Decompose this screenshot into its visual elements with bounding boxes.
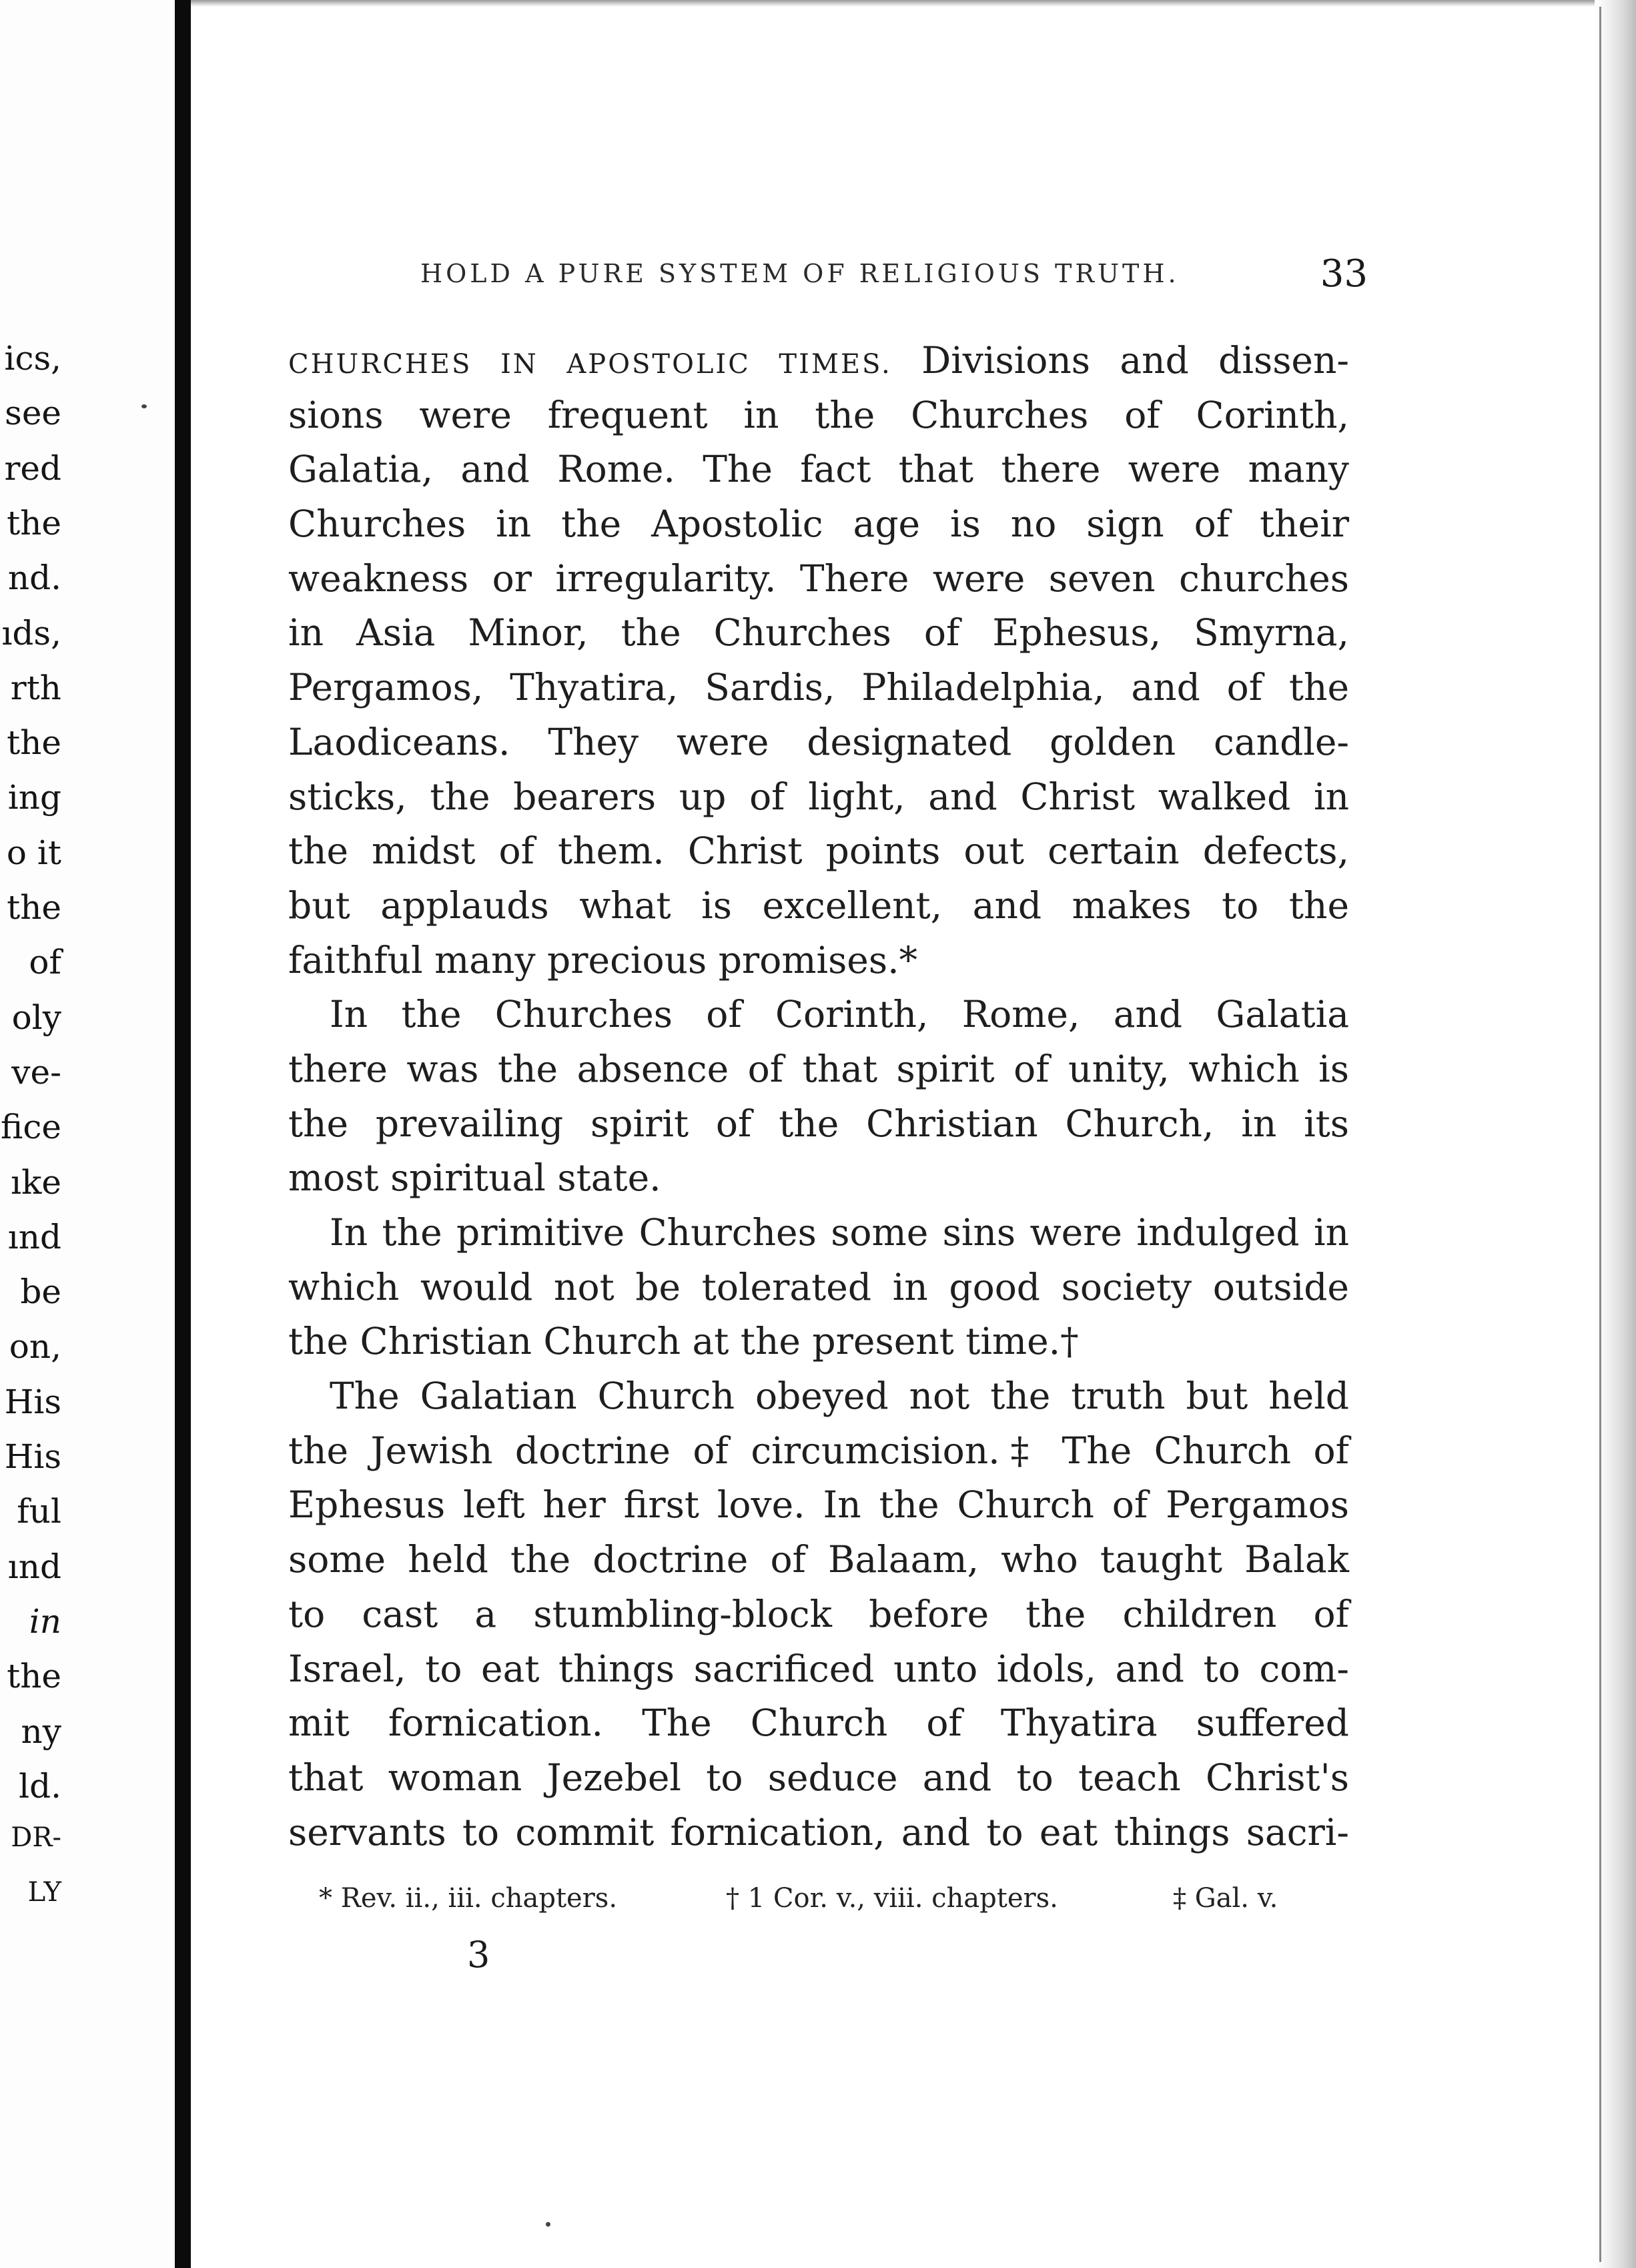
text-line: sticks, the bearers up of light, and Christ walked in: [288, 775, 1349, 818]
text-line: the Christian Church at the present time.†: [288, 1320, 1079, 1363]
facing-page-word: His: [4, 1437, 61, 1476]
facing-page-word: ful: [17, 1492, 61, 1531]
footnote-gal: ‡ Gal. v.: [1173, 1883, 1278, 1914]
facing-page-word: ld.: [19, 1766, 61, 1806]
text-line: Pergamos, Thyatira, Sardis, Philadelphia, and of the: [288, 666, 1349, 709]
ink-speck: [546, 2222, 550, 2227]
facing-page-word: ve-: [11, 1052, 61, 1092]
running-head: [420, 252, 1368, 296]
facing-page-word: ny: [21, 1712, 61, 1751]
text-line: there was the absence of that spirit of unity, which is: [288, 1047, 1349, 1090]
facing-page-word: ıke: [11, 1162, 61, 1202]
facing-page-word: in: [29, 1601, 61, 1641]
facing-page-word: nd.: [7, 558, 61, 598]
text-line: weakness or irregularity. There were seven churches: [288, 556, 1349, 600]
text-line: In the primitive Churches some sins were indulged in: [330, 1211, 1349, 1254]
facing-page-word: rth: [10, 668, 61, 707]
facing-page-word: be: [20, 1272, 61, 1312]
text-line: servants to commit fornication, and to eat things sacri-: [288, 1810, 1349, 1854]
text-line: Laodiceans. They were designated golden candle-: [288, 720, 1349, 763]
body-text: [288, 334, 1349, 1860]
ink-speck: [141, 404, 147, 408]
facing-page-word: LY: [27, 1877, 61, 1908]
text-line: the midst of them. Christ points out certain defects,: [288, 829, 1349, 873]
facing-page-word: red: [4, 448, 61, 488]
facing-page-word: see: [5, 394, 61, 433]
page-number: 33: [1320, 252, 1368, 296]
text-line: Ephesus left her first love. In the Church of Pergamos: [288, 1483, 1349, 1527]
footnotes: [319, 1883, 1313, 1923]
text-line: to cast a stumbling-block before the children of: [288, 1592, 1349, 1635]
text-line: the prevailing spirit of the Christian Church, in its: [288, 1102, 1349, 1145]
facing-page-word: the: [7, 1657, 61, 1696]
text-line: which would not be tolerated in good society outside: [288, 1265, 1349, 1308]
book-gutter: [175, 0, 191, 2268]
text-line: The Galatian Church obeyed not the truth but held: [330, 1375, 1349, 1418]
facing-page-word: of: [29, 943, 61, 982]
facing-page-word: ics,: [4, 339, 61, 378]
facing-page-word: on,: [9, 1327, 61, 1367]
page-top-edge: [191, 0, 1595, 7]
text-line: Galatia, and Rome. The fact that there were many: [288, 448, 1349, 491]
facing-page-word: ing: [7, 778, 61, 817]
footnote-cor: † 1 Cor. v., viii. chapters.: [726, 1883, 1058, 1914]
text-line-tail: Divisions and dissen-: [891, 339, 1349, 382]
text-line: faithful many precious promises.*: [288, 938, 918, 982]
signature-mark: 3: [467, 1934, 490, 1976]
facing-page-word: His: [4, 1382, 61, 1421]
page-edge-line: [1599, 7, 1601, 2262]
facing-page-word: ınd: [7, 1547, 61, 1586]
facing-page-word: DR-: [11, 1822, 61, 1854]
text-line: Churches in the Apostolic age is no sign of their: [288, 502, 1349, 546]
text-line: most spiritual state.: [288, 1156, 661, 1200]
facing-page-word: the: [7, 888, 61, 927]
text-line: some held the doctrine of Balaam, who taught Balak: [288, 1538, 1349, 1581]
running-head-title: HOLD A PURE SYSTEM OF RELIGIOUS TRUTH.: [420, 259, 1180, 288]
text-line: Israel, to eat things sacrificed unto idols, and to com-: [288, 1647, 1349, 1690]
text-line: but applauds what is excellent, and makes to the: [288, 883, 1349, 927]
section-heading: CHURCHES IN APOSTOLIC TIMES.: [288, 349, 892, 380]
text-line: in Asia Minor, the Churches of Ephesus, Smyrna,: [288, 611, 1349, 655]
facing-page-word: the: [7, 503, 61, 542]
footnote-rev: * Rev. ii., iii. chapters.: [319, 1883, 618, 1914]
facing-page-word: ıds,: [1, 613, 61, 653]
facing-page-word: o it: [6, 833, 61, 872]
text-line: the Jewish doctrine of circumcision.‡ The Church of: [288, 1429, 1349, 1472]
facing-page-fragment: [0, 0, 175, 2268]
text-line: sions were frequent in the Churches of Corinth,: [288, 393, 1349, 436]
text-line: mit fornication. The Church of Thyatira suffered: [288, 1702, 1349, 1745]
text-line: that woman Jezebel to seduce and to teach Christ's: [288, 1756, 1349, 1799]
facing-page-word: ınd: [7, 1217, 61, 1256]
facing-page-word: fice: [1, 1108, 61, 1147]
text-line: [288, 334, 1349, 388]
facing-page-word: the: [7, 723, 61, 763]
text-line: In the Churches of Corinth, Rome, and Galatia: [330, 993, 1349, 1036]
facing-page-word: oly: [11, 998, 61, 1037]
